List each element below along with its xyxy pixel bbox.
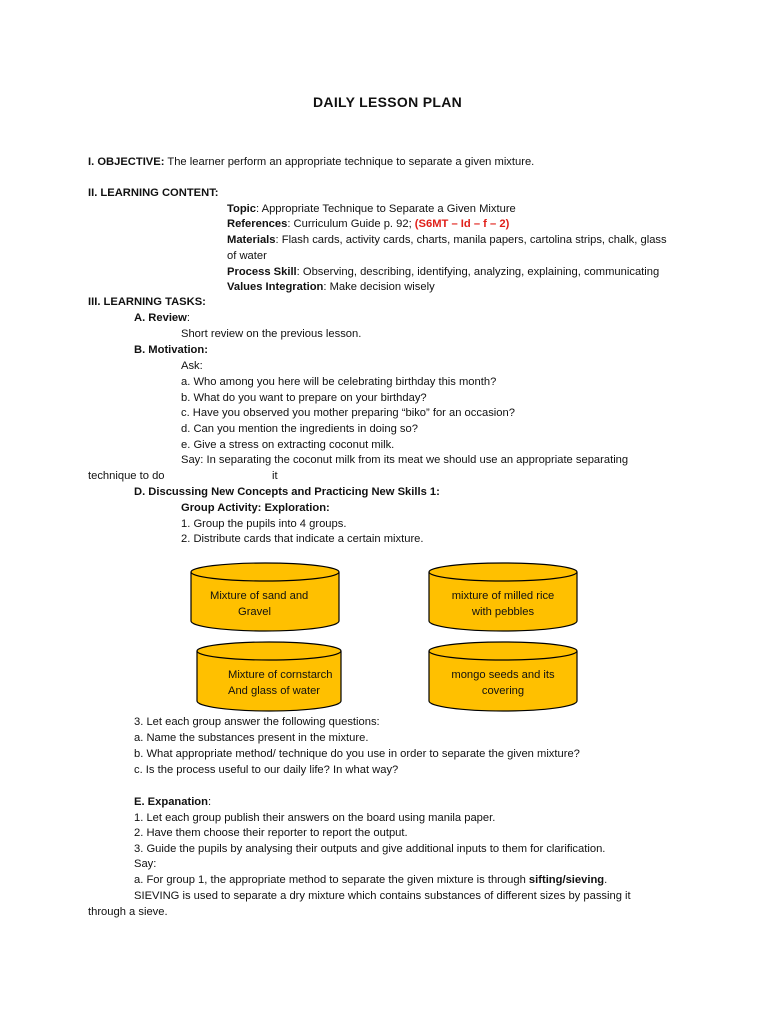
process-skill-line <box>227 265 659 279</box>
process-skill-value: : Observing, describing, identifying, analyzing, explaining, communicating <box>296 266 660 278</box>
group1-end: . <box>604 874 608 886</box>
group-question: a. Name the substances present in the mixture. <box>134 732 369 744</box>
process-skill-label: Process Skill <box>227 266 297 278</box>
learning-content-heading: II. LEARNING CONTENT: <box>88 187 219 199</box>
explanation-item: 2. Have them choose their reporter to report the output. <box>134 827 408 839</box>
card-line-2: with pebbles <box>471 606 535 618</box>
motivation-question: b. What do you want to prepare on your birthday? <box>181 392 427 404</box>
references-code: (S6MT – Id – f – 2) <box>414 218 510 230</box>
references-label: References <box>227 218 288 230</box>
explanation-colon: : <box>207 796 212 808</box>
topic-value: : Appropriate Technique to Separate a Given Mixture <box>256 203 516 215</box>
objective-label: I. OBJECTIVE: <box>88 156 165 168</box>
ask-label: Ask: <box>181 360 203 372</box>
explanation-label: E. Expanation <box>134 796 208 808</box>
materials-value: : Flash cards, activity cards, charts, manila papers, cartolina strips, chalk, glass <box>275 234 667 246</box>
explanation-item: 1. Let each group publish their answers on the board using manila paper. <box>134 812 496 824</box>
activity-step: 1. Group the pupils into 4 groups. <box>181 518 347 530</box>
materials-line-2: of water <box>227 250 267 262</box>
values-integration-label: Values Integration <box>227 281 324 293</box>
card-line-1: mixture of milled rice <box>451 590 555 602</box>
values-integration-value: : Make decision wisely <box>323 281 435 293</box>
card-line-2: covering <box>481 685 525 697</box>
review-text: Short review on the previous lesson. <box>181 328 362 340</box>
card-text <box>196 667 342 699</box>
say-line-2b: it <box>272 470 278 482</box>
discussing-heading: D. Discussing New Concepts and Practicing New Skills 1: <box>134 486 440 498</box>
activity-step-3: 3. Let each group answer the following questions: <box>134 716 380 728</box>
group-activity-heading: Group Activity: Exploration: <box>181 502 330 514</box>
references-value: : Curriculum Guide p. 92; <box>287 218 415 230</box>
card-text <box>428 667 578 699</box>
references-line <box>227 217 509 231</box>
topic-line <box>227 202 516 216</box>
materials-label: Materials <box>227 234 276 246</box>
card-line-2: Gravel <box>238 606 271 618</box>
mixture-card-mongo-seeds <box>428 641 578 712</box>
motivation-question: c. Have you observed you mother preparing “biko” for an occasion? <box>181 407 515 419</box>
explanation-item: 3. Guide the pupils by analysing their outputs and give additional inputs to them for clarification. <box>134 843 606 855</box>
motivation-question: a. Who among you here will be celebrating birthday this month? <box>181 376 497 388</box>
explanation-heading <box>134 795 211 809</box>
card-line-1: Mixture of sand and <box>210 590 309 602</box>
objective-text: The learner perform an appropriate technique to separate a given mixture. <box>164 156 535 168</box>
mixture-card-cornstarch-water <box>196 641 342 712</box>
sieving-line-1: SIEVING is used to separate a dry mixture which contains substances of different sizes by passing it <box>134 890 631 902</box>
group1-method: sifting/sieving <box>528 874 605 886</box>
motivation-heading: B. Motivation: <box>134 344 208 356</box>
say-line-1: Say: In separating the coconut milk from its meat we should use an appropriate separating <box>181 454 629 466</box>
review-heading <box>134 311 190 325</box>
page-title: DAILY LESSON PLAN <box>313 94 463 110</box>
group1-method-line <box>134 873 607 887</box>
activity-step: 2. Distribute cards that indicate a certain mixture. <box>181 533 424 545</box>
explanation-say: Say: <box>134 858 157 870</box>
group-question: b. What appropriate method/ technique do you use in order to separate the given mixture? <box>134 748 580 760</box>
card-line-1: mongo seeds and its <box>451 669 555 681</box>
say-line-2a: technique to do <box>88 470 165 482</box>
card-text <box>428 588 578 620</box>
mixture-card-sand-gravel <box>190 562 340 632</box>
values-integration-line <box>227 280 435 294</box>
group-question: c. Is the process useful to our daily life? In what way? <box>134 764 399 776</box>
review-label: A. Review <box>134 312 187 324</box>
card-text <box>190 588 340 620</box>
sieving-line-2: through a sieve. <box>88 906 168 918</box>
learning-tasks-heading: III. LEARNING TASKS: <box>88 296 206 308</box>
objective-line <box>88 155 534 169</box>
card-line-2: And glass of water <box>228 685 321 697</box>
motivation-question: d. Can you mention the ingredients in doing so? <box>181 423 418 435</box>
group1-text: a. For group 1, the appropriate method to separate the given mixture is through <box>134 874 529 886</box>
review-colon: : <box>186 312 190 324</box>
mixture-card-rice-pebbles <box>428 562 578 632</box>
topic-label: Topic <box>227 203 257 215</box>
motivation-question: e. Give a stress on extracting coconut milk. <box>181 439 395 451</box>
card-line-1: Mixture of cornstarch <box>228 669 333 681</box>
materials-line <box>227 233 667 247</box>
